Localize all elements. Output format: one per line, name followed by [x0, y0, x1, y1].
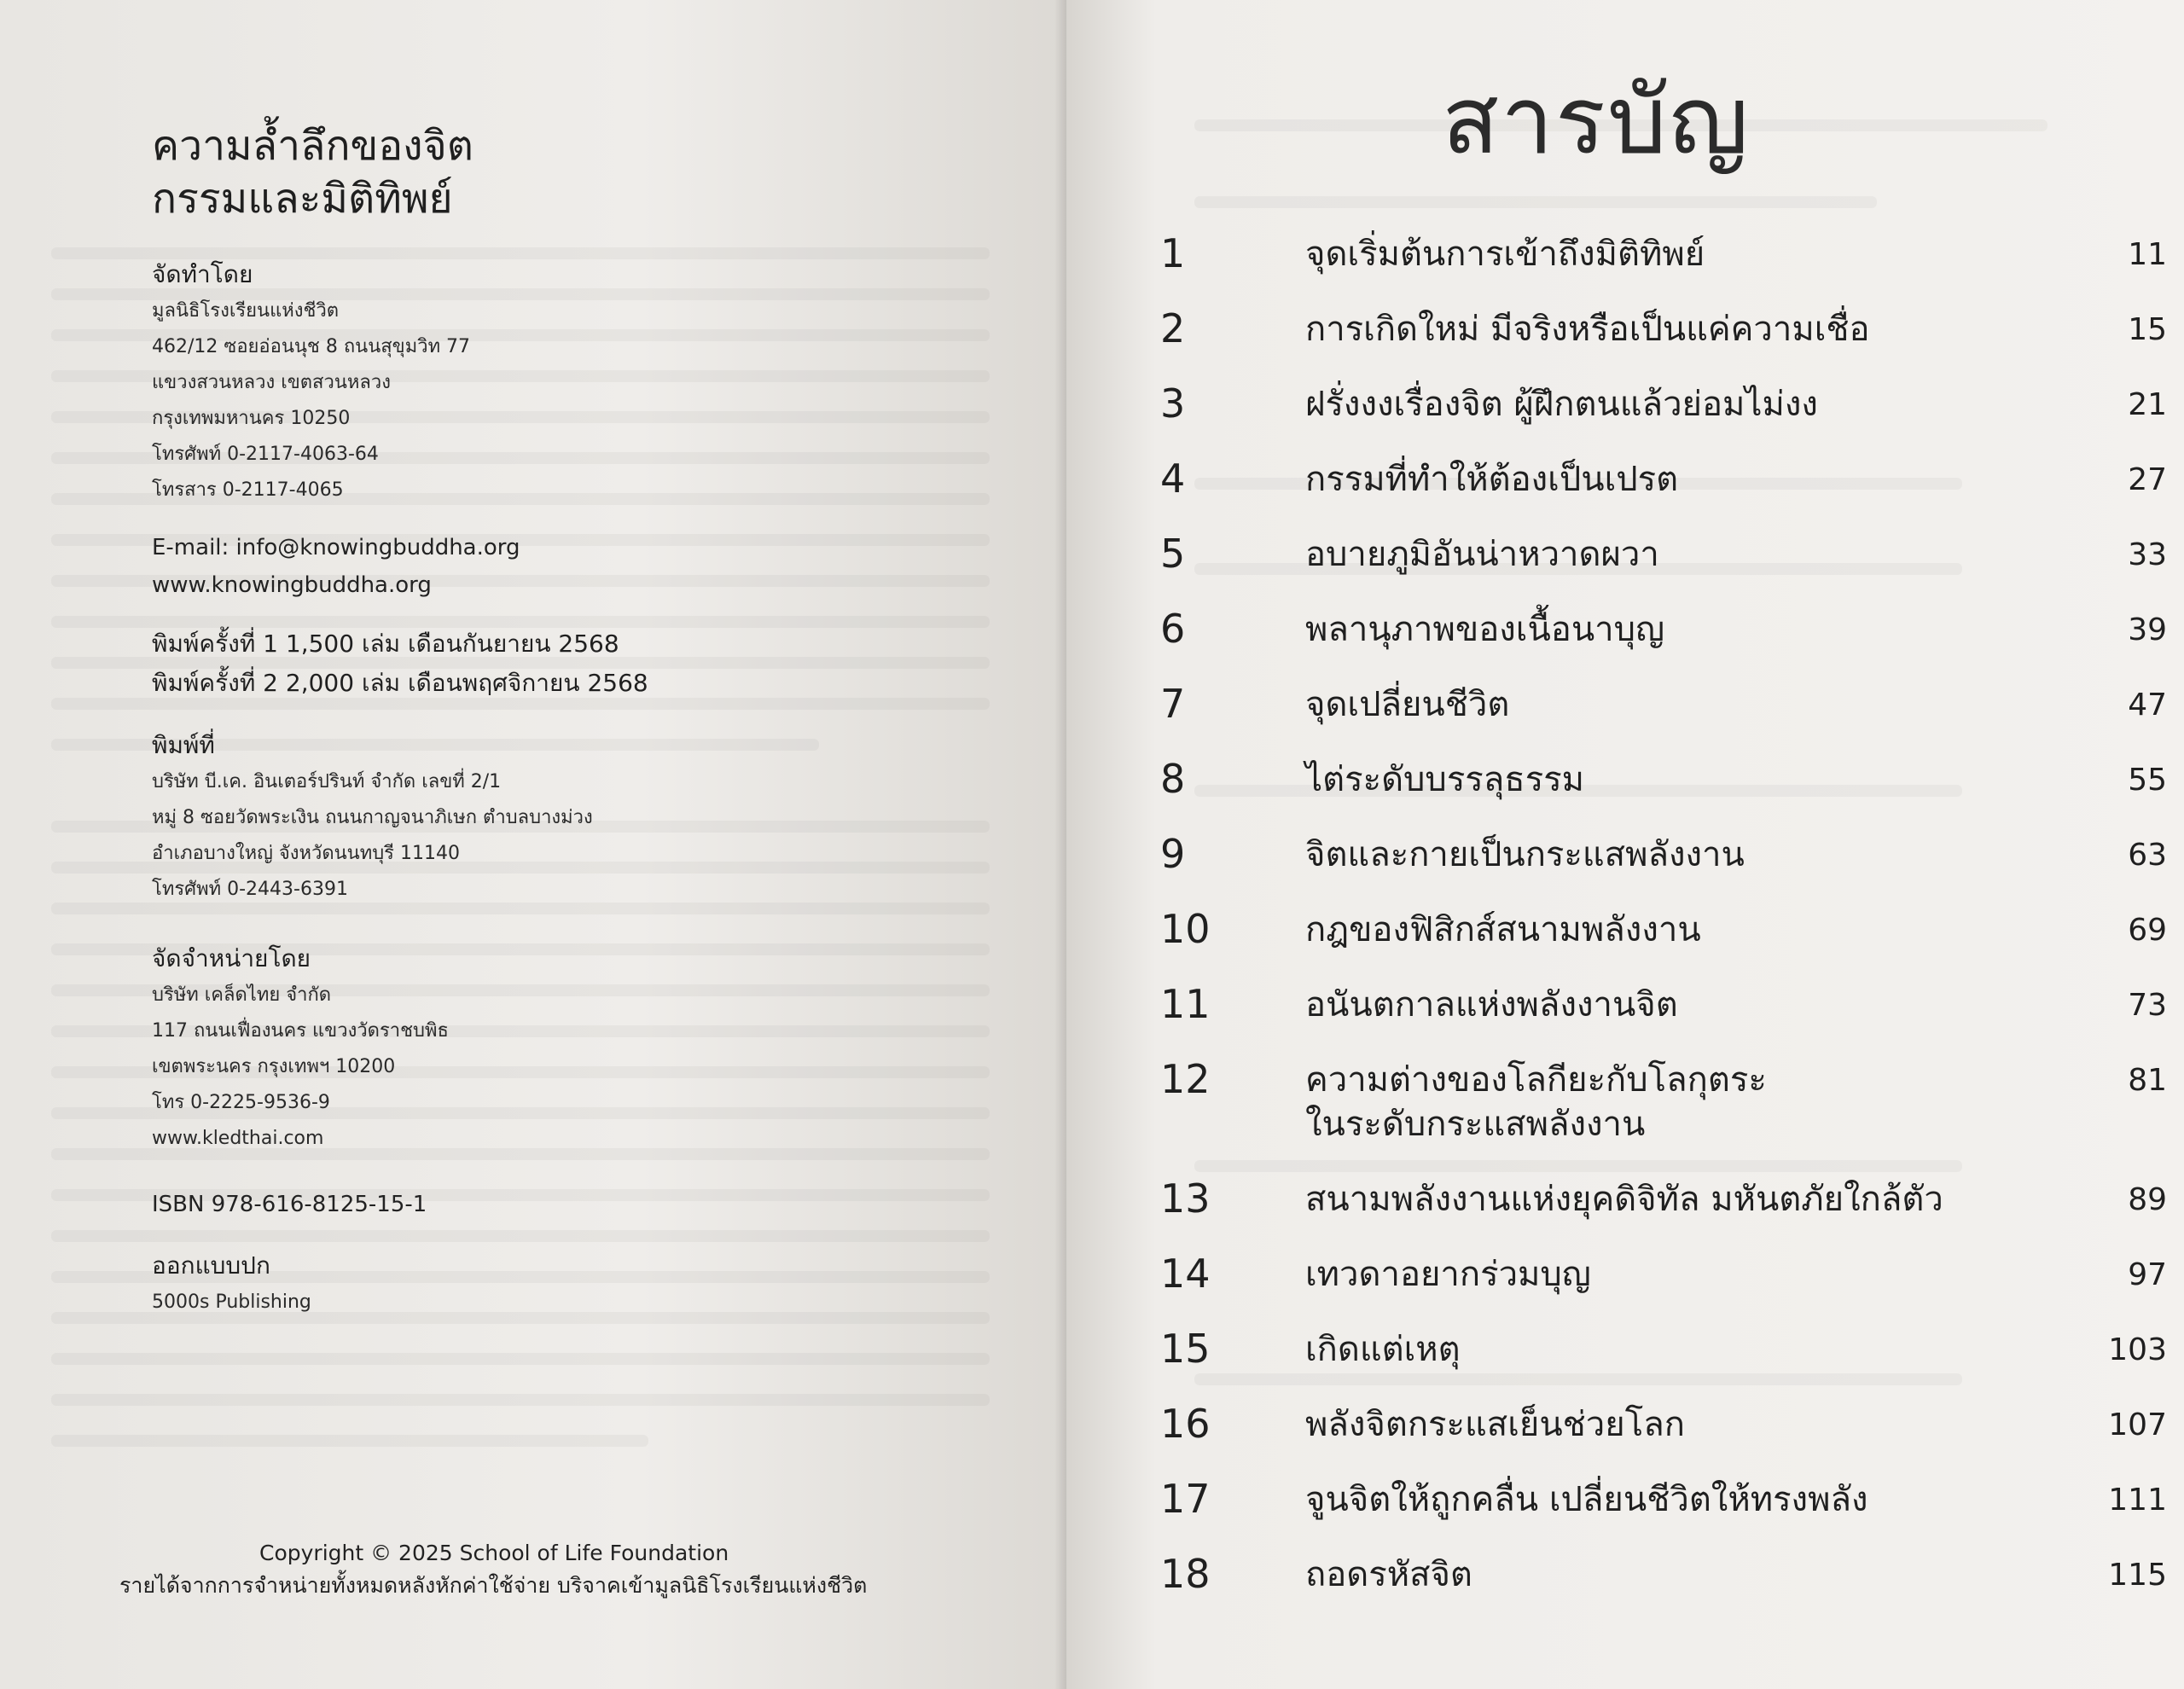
toc-entry-number: 1: [1160, 230, 1186, 276]
producer-phone: โทรศัพท์ 0-2117-4063-64: [152, 444, 379, 465]
toc-entry[interactable]: [1160, 1056, 2167, 1175]
toc-entry-page: 73: [2128, 988, 2167, 1023]
toc-entry-number: 11: [1160, 981, 1211, 1027]
toc-entry-number: 3: [1160, 380, 1186, 427]
toc-entry-page: 107: [2108, 1408, 2167, 1442]
toc-entry-title: สนามพลังงานแห่งยุคดิจิทัล มหันตภัยใกล้ตัว: [1305, 1180, 1943, 1219]
toc-entry-page: 33: [2128, 537, 2167, 572]
toc-entry-title: เกิดแต่เหตุ: [1305, 1330, 1461, 1369]
cover-design-heading: ออกแบบปก: [152, 1251, 270, 1280]
toc-entry-number: 2: [1160, 305, 1186, 351]
printer-address-1: หมู่ 8 ซอยวัดพระเงิน ถนนกาญจนาภิเษก ตำบลบางม่วง: [152, 807, 593, 828]
toc-entry-title: ถอดรหัสจิต: [1305, 1555, 1472, 1594]
toc-entry-title: อนันตกาลแห่งพลังงานจิต: [1305, 985, 1678, 1024]
toc-entry-page: 111: [2108, 1483, 2167, 1518]
toc-entry[interactable]: [1160, 1251, 2167, 1326]
book-title-line-2: กรรมและมิติทิพย์: [152, 175, 453, 223]
toc-entry-title: พลานุภาพของเนื้อนาบุญ: [1305, 610, 1665, 649]
toc-entry-page: 103: [2108, 1332, 2167, 1367]
toc-entry-title: กรรมที่ทำให้ต้องเป็นเปรต: [1305, 460, 1679, 499]
producer-fax: โทรสาร 0-2117-4065: [152, 479, 344, 501]
printer-name: บริษัท บี.เค. อินเตอร์ปรินท์ จำกัด เลขที่ 2/1: [152, 771, 502, 792]
toc-entry-page: 21: [2128, 387, 2167, 422]
cover-design-section: [152, 1247, 1005, 1320]
toc-entry-title: จูนจิตให้ถูกคลื่น เปลี่ยนชีวิตให้ทรงพลัง: [1305, 1480, 1868, 1519]
printer-section: [152, 727, 1005, 908]
distributor-address-2: เขตพระนคร กรุงเทพฯ 10200: [152, 1056, 396, 1077]
toc-entry-title: จิตและกายเป็นกระแสพลังงาน: [1305, 835, 1745, 874]
printer-phone: โทรศัพท์ 0-2443-6391: [152, 879, 348, 900]
printing-edition-2: พิมพ์ครั้งที่ 2 2,000 เล่ม เดือนพฤศจิกายน 2568: [152, 669, 648, 697]
printer-heading: พิมพ์ที่: [152, 731, 215, 759]
cover-design-name: 5000s Publishing: [152, 1291, 311, 1313]
contact-email: E-mail: info@knowingbuddha.org: [152, 535, 520, 560]
toc-entry-page: 39: [2128, 612, 2167, 647]
printing-edition-1: พิมพ์ครั้งที่ 1 1,500 เล่ม เดือนกันยายน 2568: [152, 630, 619, 658]
toc-entry[interactable]: [1160, 230, 2167, 305]
toc-entry-number: 4: [1160, 456, 1186, 502]
toc-entry-title: ไต่ระดับบรรลุธรรม: [1305, 760, 1585, 799]
toc-title: สารบัญ: [1442, 66, 1751, 175]
producer-name: มูลนิธิโรงเรียนแห่งชีวิต: [152, 300, 340, 322]
copyright-block: [119, 1537, 973, 1602]
toc-entry-number: 12: [1160, 1056, 1211, 1102]
printer-address-2: อำเภอบางใหญ่ จังหวัดนนทบุรี 11140: [152, 843, 460, 864]
distributor-phone: โทร 0-2225-9536-9: [152, 1092, 330, 1113]
toc-entry-page: 69: [2128, 913, 2167, 948]
distributor-name: บริษัท เคล็ดไทย จำกัด: [152, 984, 332, 1006]
toc-entry-title-line-2: ในระดับกระแสพลังงาน: [1305, 1105, 1646, 1144]
book-title-line-1: ความล้ำลึกของจิต: [152, 122, 473, 170]
producer-address-1: 462/12 ซอยอ่อนนุช 8 ถนนสุขุมวิท 77: [152, 336, 471, 357]
toc-entry-page: 55: [2128, 763, 2167, 798]
toc-entry-page: 89: [2128, 1182, 2167, 1217]
toc-entry-page: 15: [2128, 312, 2167, 347]
toc-entry-title: จุดเปลี่ยนชีวิต: [1305, 685, 1510, 724]
isbn: ISBN 978-616-8125-15-1: [152, 1192, 427, 1217]
toc-entry-number: 6: [1160, 606, 1186, 652]
toc-entry-page: 47: [2128, 688, 2167, 723]
toc-entry-number: 9: [1160, 831, 1186, 877]
toc-page: [1066, 0, 2184, 1689]
toc-entry[interactable]: [1160, 305, 2167, 380]
toc-entry-number: 10: [1160, 906, 1211, 952]
toc-entry-number: 18: [1160, 1551, 1211, 1597]
donation-notice: รายได้จากการจำหน่ายทั้งหมดหลังหักค่าใช้จ่าย บริจาคเข้ามูลนิธิโรงเรียนแห่งชีวิต: [119, 1573, 868, 1598]
toc-entry-number: 14: [1160, 1251, 1211, 1297]
toc-entry-number: 15: [1160, 1326, 1211, 1372]
distributor-section: [152, 940, 1005, 1157]
toc-entry[interactable]: [1160, 1551, 2167, 1626]
toc-entry-title: จุดเริ่มต้นการเข้าถึงมิติทิพย์: [1305, 235, 1705, 274]
toc-entry[interactable]: [1160, 906, 2167, 981]
imprint-block: [152, 119, 1005, 1320]
toc-entry-number: 13: [1160, 1175, 1211, 1222]
toc-entry-title: การเกิดใหม่ มีจริงหรือเป็นแค่ความเชื่อ: [1305, 310, 1870, 349]
toc-entry[interactable]: [1160, 456, 2167, 531]
toc-entry-number: 8: [1160, 756, 1186, 802]
toc-entry[interactable]: [1160, 380, 2167, 456]
toc-entry-number: 17: [1160, 1476, 1211, 1522]
toc-list: [1160, 230, 2167, 1626]
toc-entry-title: กฎของฟิสิกส์สนามพลังงาน: [1305, 910, 1701, 949]
toc-entry-title: พลังจิตกระแสเย็นช่วยโลก: [1305, 1405, 1685, 1444]
toc-entry-page: 27: [2128, 462, 2167, 497]
producer-heading: จัดทำโดย: [152, 260, 253, 288]
toc-entry[interactable]: [1160, 981, 2167, 1056]
producer-address-2: แขวงสวนหลวง เขตสวนหลวง: [152, 372, 391, 393]
toc-entry-page: 97: [2128, 1257, 2167, 1292]
producer-address-3: กรุงเทพมหานคร 10250: [152, 408, 351, 429]
producer-section: [152, 256, 1005, 508]
toc-entry-number: 7: [1160, 681, 1186, 727]
toc-entry-title: ฝรั่งงงเรื่องจิต ผู้ฝึกตนแล้วย่อมไม่งง: [1305, 385, 1818, 424]
toc-entry[interactable]: [1160, 756, 2167, 831]
toc-entry-page: 11: [2128, 237, 2167, 272]
toc-entry-page: 81: [2128, 1063, 2167, 1098]
toc-entry[interactable]: [1160, 1401, 2167, 1476]
toc-entry[interactable]: [1160, 1175, 2167, 1251]
toc-entry[interactable]: [1160, 1476, 2167, 1551]
toc-entry-page: 63: [2128, 838, 2167, 873]
toc-entry[interactable]: [1160, 831, 2167, 906]
toc-entry-title: อบายภูมิอันน่าหวาดผวา: [1305, 535, 1659, 574]
copyright-notice: Copyright © 2025 School of Life Foundation: [259, 1541, 729, 1565]
distributor-heading: จัดจำหน่ายโดย: [152, 944, 311, 972]
distributor-address-1: 117 ถนนเฟื่องนคร แขวงวัดราชบพิธ: [152, 1020, 449, 1042]
toc-entry-number: 16: [1160, 1401, 1211, 1447]
imprint-page: [0, 0, 1066, 1689]
toc-entry[interactable]: [1160, 606, 2167, 681]
toc-entry-title-line-1: ความต่างของโลกียะกับโลกุตระ: [1305, 1060, 1767, 1100]
toc-entry[interactable]: [1160, 1326, 2167, 1401]
toc-entry-page: 115: [2108, 1558, 2167, 1593]
toc-entry-title: [1305, 1058, 2005, 1146]
toc-entry-number: 5: [1160, 531, 1186, 577]
book-title: [152, 119, 1005, 225]
toc-entry-title: เทวดาอยากร่วมบุญ: [1305, 1255, 1591, 1294]
toc-entry[interactable]: [1160, 531, 2167, 606]
contact-website: www.knowingbuddha.org: [152, 572, 432, 598]
distributor-website: www.kledthai.com: [152, 1128, 324, 1149]
toc-entry[interactable]: [1160, 681, 2167, 756]
